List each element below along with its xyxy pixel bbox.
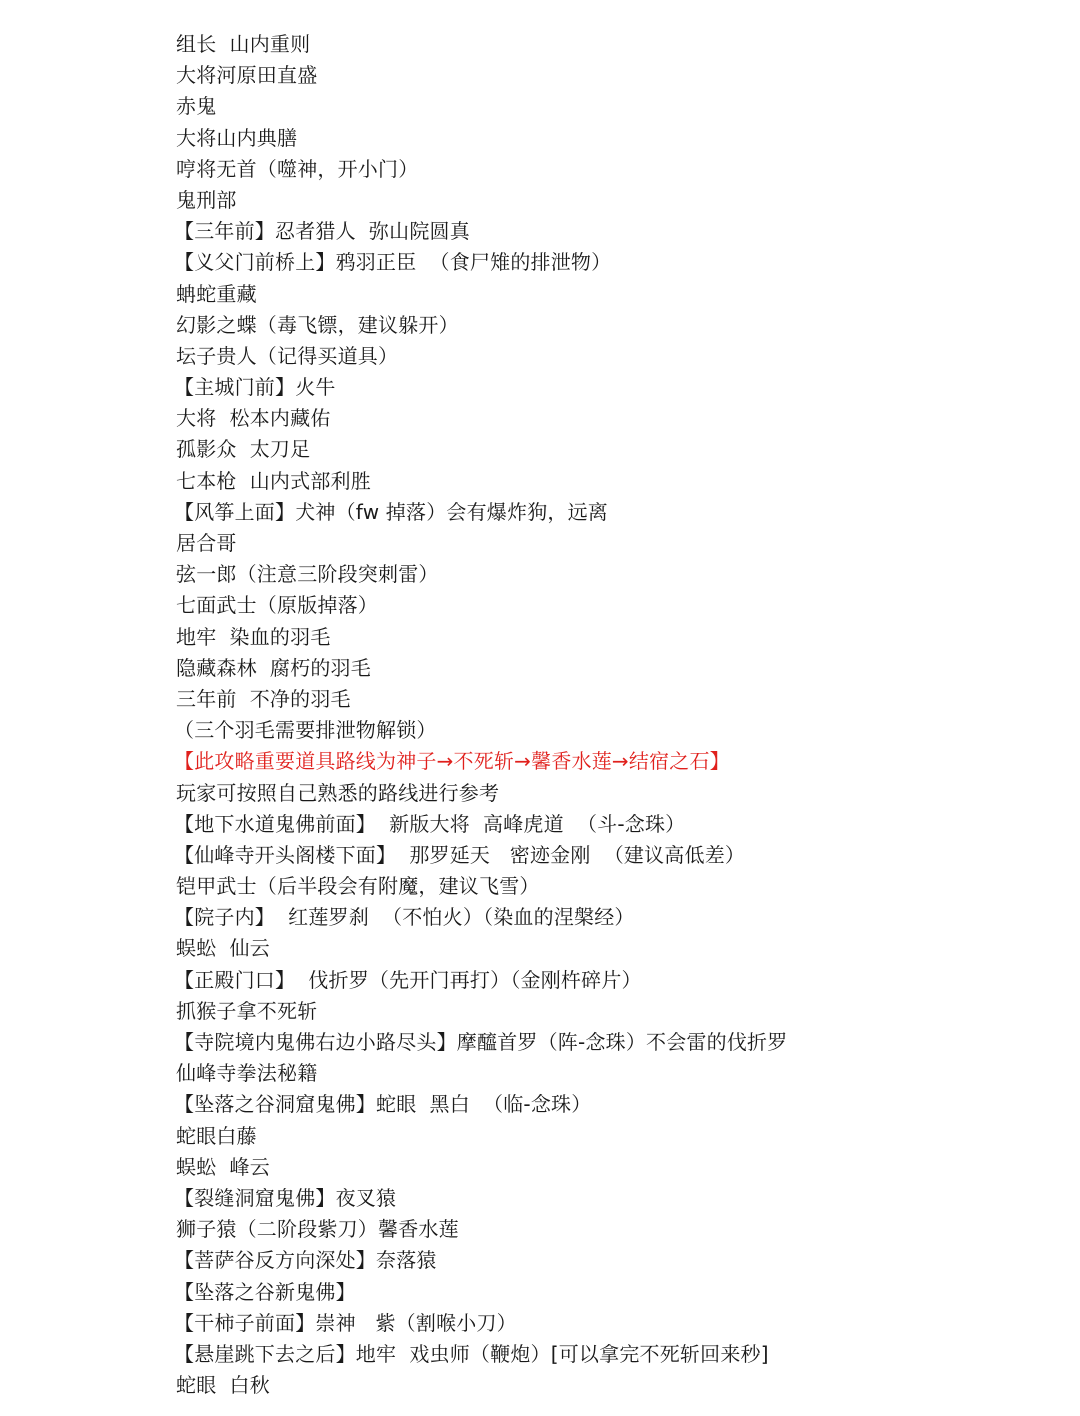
text-line: 弦一郎（注意三阶段突刺雷） [176,562,439,587]
text-line: 【干柿子前面】崇神 紫（割喉小刀） [174,1310,517,1335]
text-line: 大将 松本内藏佑 [176,406,331,431]
text-line: 【风筝上面】犬神（fw 掉落）会有爆炸狗，远离 [174,499,609,524]
text-line: 鬼刑部 [176,187,237,212]
text-line: 狮子猿（二阶段紫刀）馨香水莲 [176,1217,459,1242]
text-line: 蜈蚣 仙云 [176,936,270,961]
text-line: 隐藏森林 腐朽的羽毛 [176,655,371,680]
text-line: 蜈蚣 峰云 [176,1154,270,1179]
text-line: 【菩萨谷反方向深处】奈落猿 [174,1248,437,1273]
text-line: 【三年前】忍者猎人 弥山院圆真 [174,219,470,244]
text-line: 【悬崖跳下去之后】地牢 戏虫师（鞭炮）[可以拿完不死斩回来秒] [174,1341,769,1366]
text-line: 玩家可按照自己熟悉的路线进行参考 [176,780,500,805]
text-line: 【坠落之谷新鬼佛】 [174,1279,356,1304]
text-line: 大将河原田直盛 [176,63,318,88]
text-line: 【寺院境内鬼佛右边小路尽头】摩醯首罗（阵-念珠）不会雷的伐折罗 [174,1030,788,1054]
text-line: 赤鬼 [176,94,217,119]
text-line: 地牢 染血的羽毛 [176,624,331,649]
text-line: 七面武士（原版掉落） [176,593,378,618]
text-line: 居合哥 [176,531,237,555]
text-line: 【义父门前桥上】鸦羽正臣 （食尸雉的排泄物） [174,250,612,275]
text-line: 【坠落之谷洞窟鬼佛】蛇眼 黑白 （临-念珠） [174,1092,592,1117]
text-line: 七本枪 山内式部利胜 [176,468,371,493]
text-line: 仙峰寺拳法秘籍 [176,1061,318,1086]
text-line: 三年前 不净的羽毛 [176,686,351,711]
text-line: 孤影众 太刀足 [176,437,311,462]
highlighted-route-note: 【此攻略重要道具路线为神子→不死斩→馨香水莲→结宿之石】 [174,749,730,774]
text-line: 【仙峰寺开头阁楼下面】 那罗延天 密迹金刚 （建议高低差） [174,842,746,867]
text-line: 组长 山内重则 [176,32,311,56]
text-line: 蚺蛇重藏 [176,281,257,306]
text-line: 【正殿门口】 伐折罗（先开门再打）（金刚杵碎片） [174,967,642,992]
text-line: 坛子贵人（记得买道具） [176,343,399,368]
text-line: （三个羽毛需要排泄物解锁） [174,718,437,743]
text-line: 蛇眼白藤 [176,1123,257,1148]
text-line: 幻影之蝶（毒飞镖，建议躲开） [176,312,459,337]
boss-route-document [176,29,1056,1401]
text-line: 大将山内典膳 [176,125,298,150]
text-line: 哼将无首（噬神，开小门） [176,156,419,181]
text-line: 【主城门前】火牛 [174,375,336,400]
text-line: 蛇眼 白秋 [176,1373,270,1398]
text-line: 【裂缝洞窟鬼佛】夜叉猿 [174,1185,397,1210]
text-line: 【地下水道鬼佛前面】 新版大将 高峰虎道 （斗-念珠） [174,811,686,836]
text-line: 抓猴子拿不死斩 [176,998,318,1023]
text-line: 铠甲武士（后半段会有附魔，建议飞雪） [176,874,540,899]
text-line: 【院子内】 红莲罗刹 （不怕火）（染血的涅槃经） [174,905,635,930]
